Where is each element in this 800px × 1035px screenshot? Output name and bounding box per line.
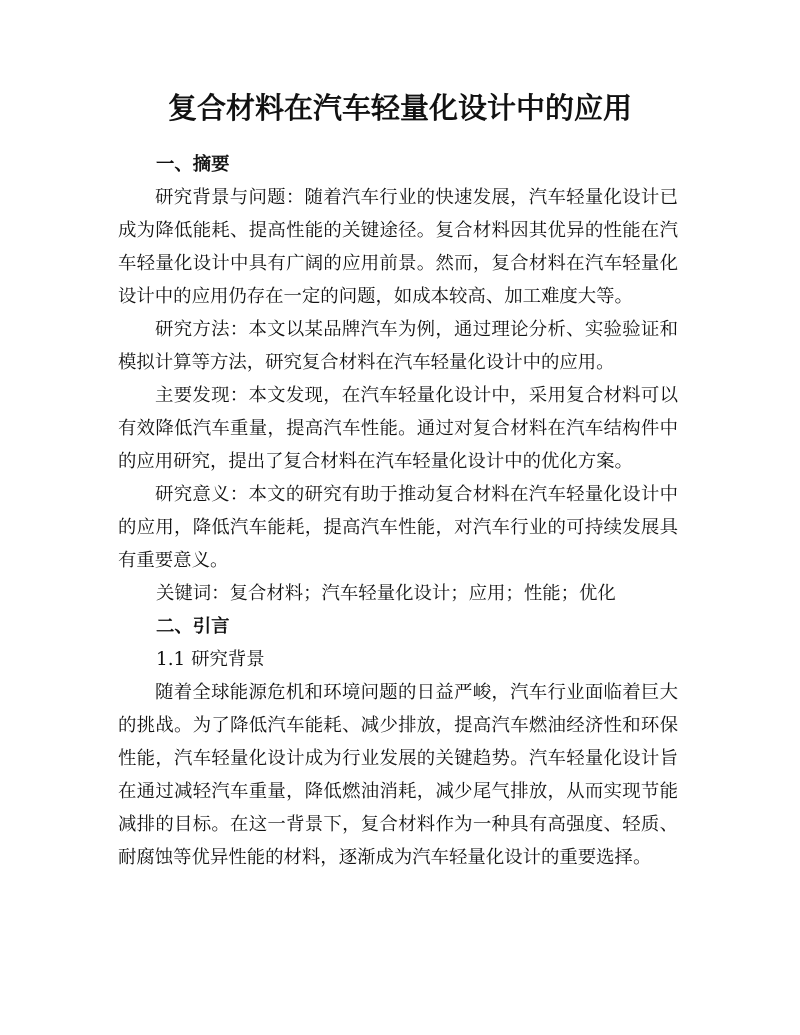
abstract-paragraph-significance: 研究意义：本文的研究有助于推动复合材料在汽车轻量化设计中的应用，降低汽车能耗，提高汽车性能，对汽车行业的可持续发展具有重要意义。 [118,484,678,571]
abstract-paragraph-background: 研究背景与问题：随着汽车行业的快速发展，汽车轻量化设计已成为降低能耗、提高性能的关键途径。复合材料因其优异的性能在汽车轻量化设计中具有广阔的应用前景。然而，复合材料在汽车轻量化设计中的应用仍存在一定的问题，如成本较高、加工难度大等。 [118,187,678,307]
keywords-line: 关键词：复合材料；汽车轻量化设计；应用；性能；优化 [156,583,616,604]
intro-heading: 二、引言 [156,616,230,637]
abstract-paragraph-method: 研究方法：本文以某品牌汽车为例，通过理论分析、实验验证和模拟计算等方法，研究复合材料在汽车轻量化设计中的应用。 [118,319,678,373]
abstract-heading: 一、摘要 [156,154,230,175]
document-title: 复合材料在汽车轻量化设计中的应用 [167,91,632,125]
document-body [118,148,678,874]
section-1-1-heading: 1.1 研究背景 [156,649,265,670]
section-1-1-paragraph: 随着全球能源危机和环境问题的日益严峻，汽车行业面临着巨大的挑战。为了降低汽车能耗、减少排放，提高汽车燃油经济性和环保性能，汽车轻量化设计成为行业发展的关键趋势。汽车轻量化设计旨在通过减轻汽车重量，降低燃油消耗，减少尾气排放，从而实现节能减排的目标。在这一背景下，复合材料作为一种具有高强度、轻质、耐腐蚀等优异性能的材料，逐渐成为汽车轻量化设计的重要选择。 [118,682,678,868]
abstract-paragraph-findings: 主要发现：本文发现，在汽车轻量化设计中，采用复合材料可以有效降低汽车重量，提高汽车性能。通过对复合材料在汽车结构件中的应用研究，提出了复合材料在汽车轻量化设计中的优化方案。 [118,385,678,472]
